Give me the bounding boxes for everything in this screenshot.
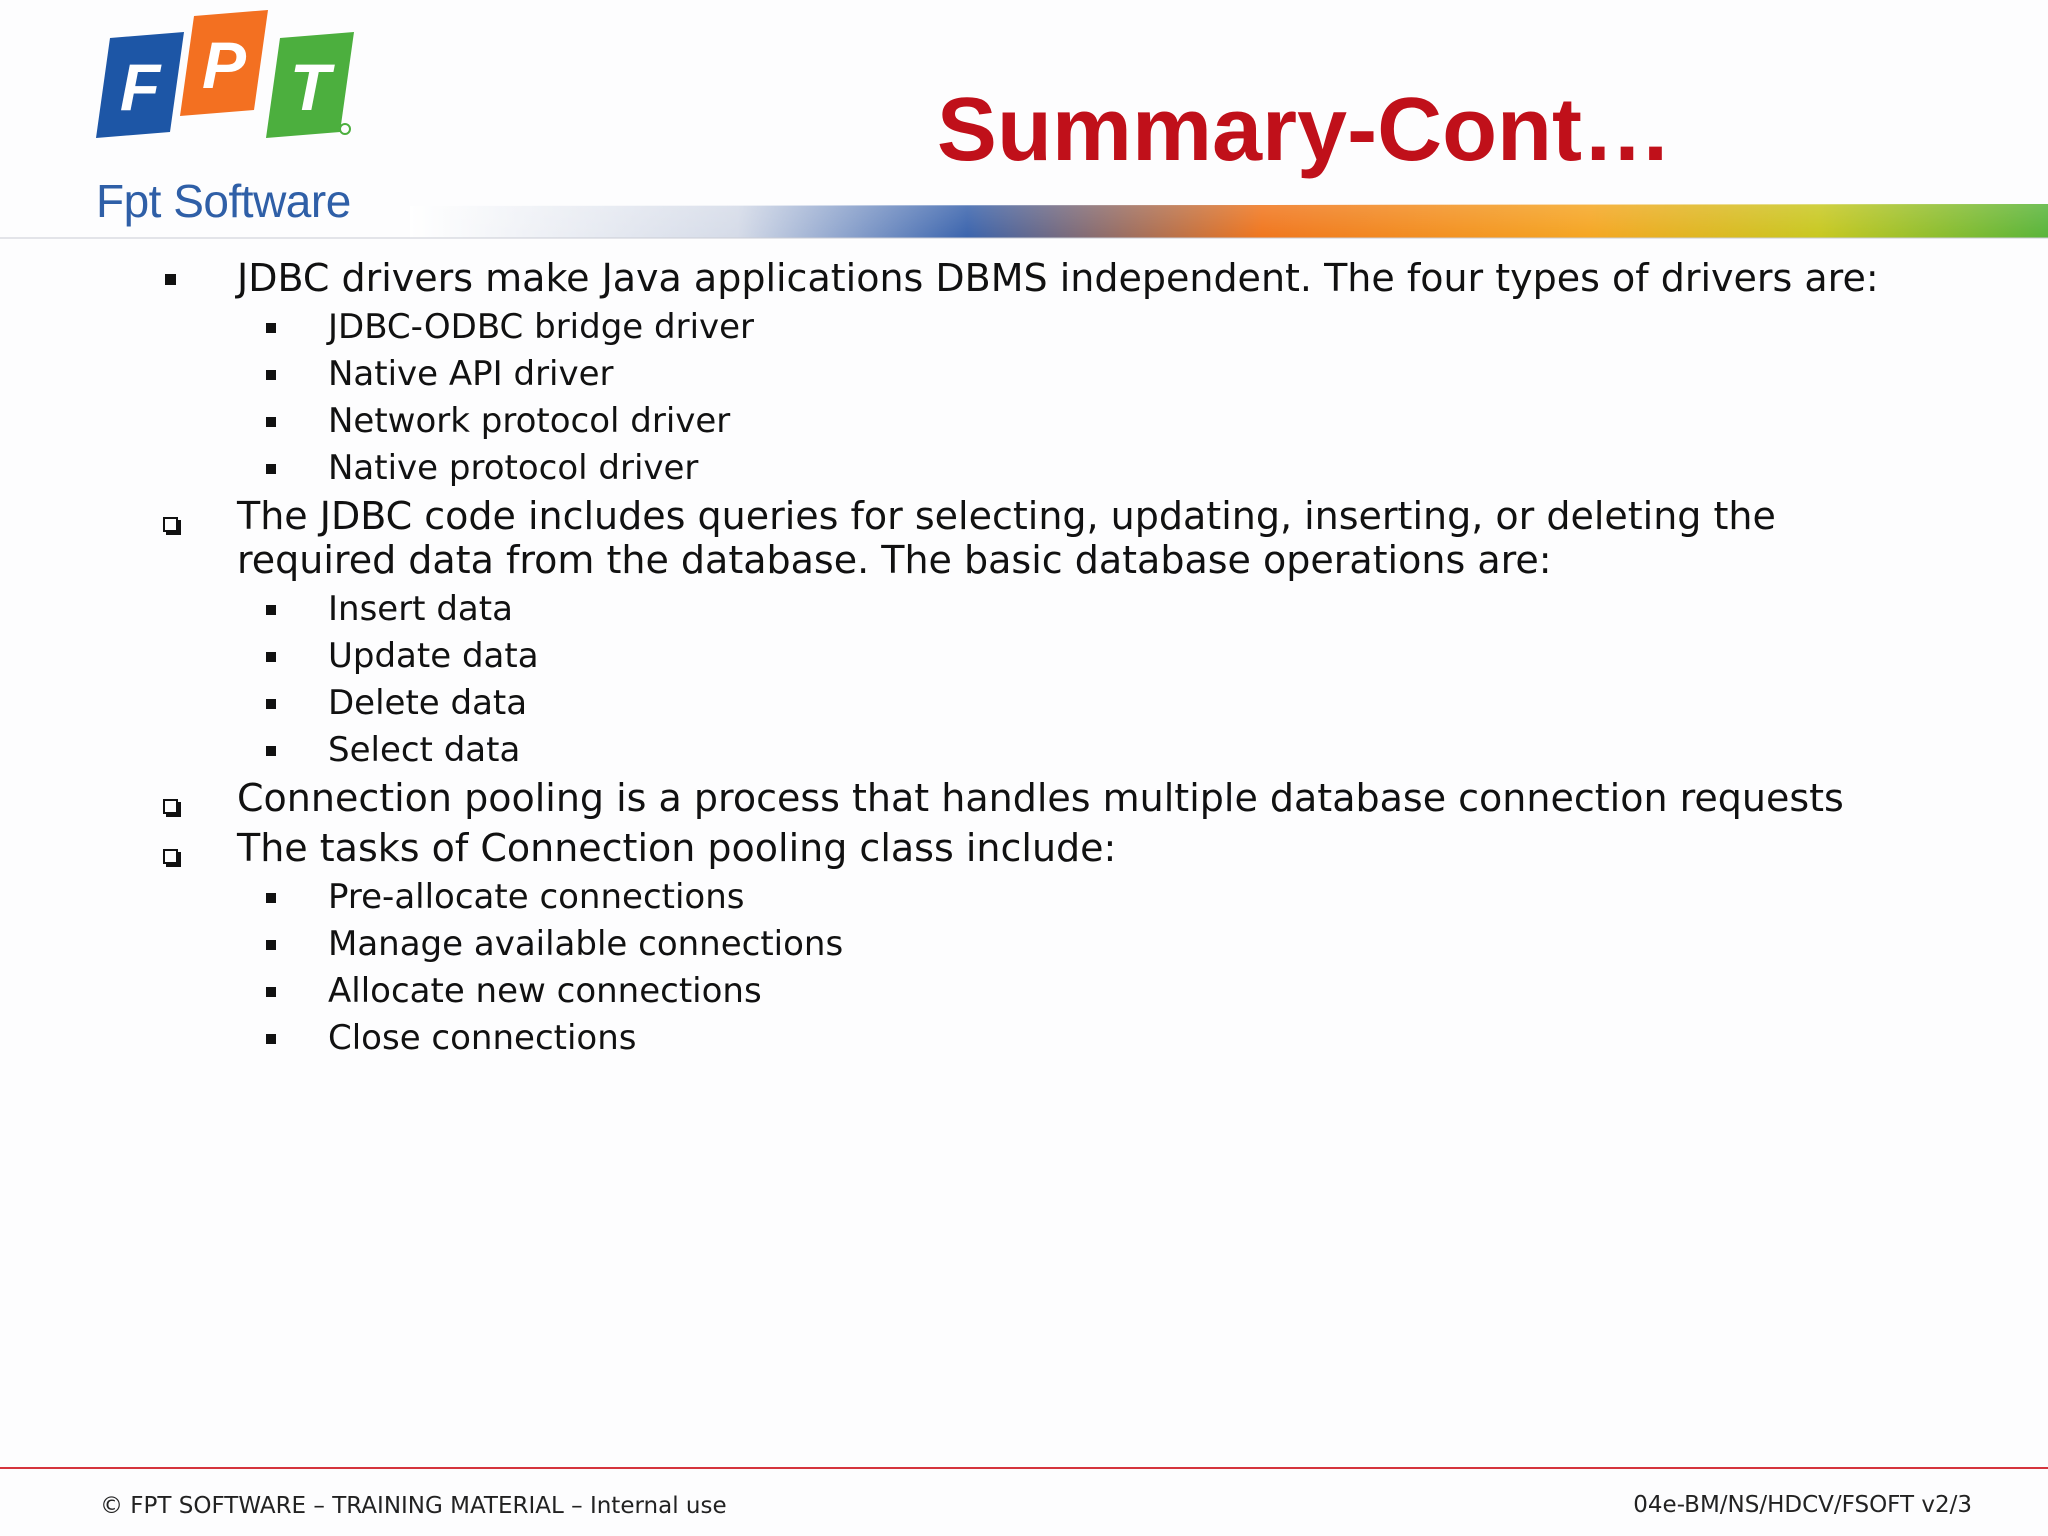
logo-letter-p: P (201, 28, 247, 102)
logo-letter-f: F (119, 50, 161, 124)
sub-list-item-text: Insert data (328, 589, 513, 629)
square-bullet-icon (266, 893, 276, 903)
sub-list-item (160, 683, 1920, 723)
sub-list-item (160, 354, 1920, 394)
sub-list-item (160, 448, 1920, 488)
square-bullet-icon (266, 699, 276, 709)
sub-list-item-text: Delete data (328, 683, 528, 723)
sub-list-item-text: Manage available connections (328, 924, 844, 964)
header-color-band (0, 200, 2048, 242)
hollow-square-bullet-icon (163, 517, 178, 532)
footer-divider (0, 1467, 2048, 1469)
sub-list-item-text: Close connections (328, 1018, 637, 1058)
square-bullet-icon (266, 1034, 276, 1044)
list-item (160, 494, 1920, 582)
sub-list-item-text: Pre-allocate connections (328, 877, 745, 917)
logo-letter-t: T (289, 50, 331, 124)
slide-content (160, 250, 1920, 1058)
square-bullet-icon (266, 746, 276, 756)
square-bullet-icon (266, 605, 276, 615)
square-bullet-icon (266, 323, 276, 333)
hollow-square-bullet-icon (163, 799, 178, 814)
hollow-square-bullet-icon (163, 849, 178, 864)
square-bullet-icon (266, 417, 276, 427)
list-item-text: JDBC drivers make Java applications DBMS independent. The four types of drivers are: (237, 256, 1879, 300)
footer-document-code: 04e-BM/NS/HDCV/FSOFT v2/3 (1633, 1492, 1972, 1518)
sub-list-item-text: JDBC-ODBC bridge driver (328, 307, 755, 347)
sub-list-item (160, 971, 1920, 1011)
square-bullet-icon (165, 274, 176, 285)
list-item (160, 256, 1920, 300)
square-bullet-icon (266, 987, 276, 997)
square-bullet-icon (266, 370, 276, 380)
list-item-text: The tasks of Connection pooling class include: (237, 826, 1117, 870)
sub-list-item (160, 730, 1920, 770)
sub-list-item-text: Network protocol driver (328, 401, 731, 441)
sub-list-item-text: Update data (328, 636, 539, 676)
footer-copyright: © FPT SOFTWARE – TRAINING MATERIAL – Internal use (100, 1493, 727, 1519)
sub-list-item-text: Allocate new connections (328, 971, 762, 1011)
sub-list-item (160, 636, 1920, 676)
sub-list-item (160, 307, 1920, 347)
square-bullet-icon (266, 464, 276, 474)
sub-list-item (160, 1018, 1920, 1058)
sub-list-item (160, 924, 1920, 964)
sub-list-item-text: Select data (328, 730, 521, 770)
sub-list-item (160, 877, 1920, 917)
sub-list-item (160, 589, 1920, 629)
square-bullet-icon (266, 940, 276, 950)
square-bullet-icon (266, 652, 276, 662)
sub-list-item-text: Native protocol driver (328, 448, 699, 488)
list-item (160, 776, 1920, 820)
list-item-text: The JDBC code includes queries for selecting, updating, inserting, or deleting the required data from the database. The basic database operations are: (237, 494, 1776, 582)
list-item-text: Connection pooling is a process that handles multiple database connection requests (237, 776, 1844, 820)
list-item (160, 826, 1920, 870)
slide-title: Summary-Cont… (936, 80, 1672, 180)
sub-list-item-text: Native API driver (328, 354, 614, 394)
logo-caption: Fpt Software (96, 175, 351, 227)
sub-list-item (160, 401, 1920, 441)
